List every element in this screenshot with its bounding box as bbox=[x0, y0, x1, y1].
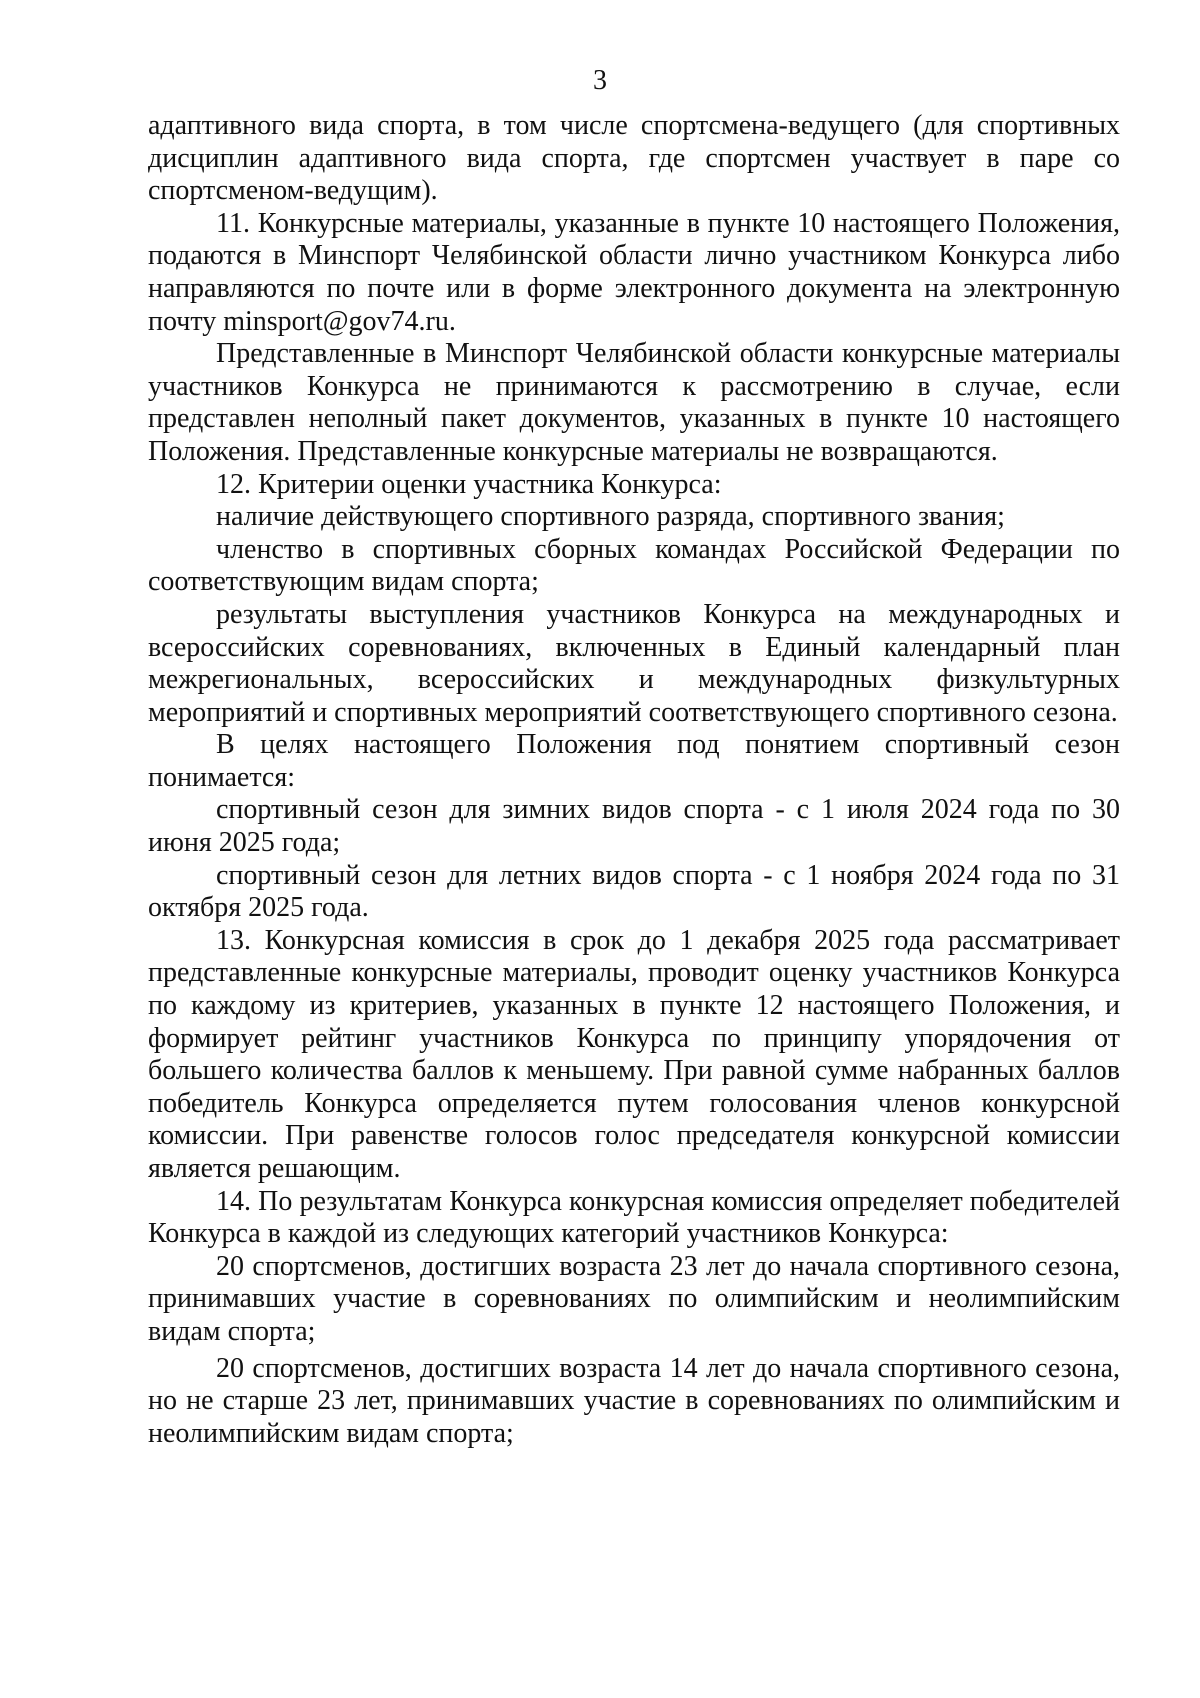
season-summer: спортивный сезон для летних видов спорта - с 1 ноября 2024 года по 31 октября 2025 года. bbox=[148, 859, 1120, 924]
document-body bbox=[148, 110, 1120, 1450]
criteria-item-team-membership: членство в спортивных сборных командах Российской Федерации по соответствующим видам спорта; bbox=[148, 533, 1120, 598]
season-winter: спортивный сезон для зимних видов спорта - с 1 июля 2024 года по 30 июня 2025 года; bbox=[148, 794, 1120, 859]
page-number: 3 bbox=[593, 65, 607, 96]
paragraph-season-definition: В целях настоящего Положения под понятием спортивный сезон понимается: bbox=[148, 729, 1120, 793]
paragraph-11-submission: 11. Конкурсные материалы, указанные в пункте 10 настоящего Положения, подаются в Минспорт Челябинской области лично участником Конкурса либо направляются по почте или в форме электронного документа на электронную почту minsport@gov74.ru. bbox=[148, 207, 1120, 337]
category-youth: 20 спортсменов, достигших возраста 14 лет до начала спортивного сезона, но не старше 23 лет, принимавших участие в соревнованиях по олимпийским и неолимпийским видам спорта; bbox=[148, 1352, 1120, 1449]
paragraph-athlete-guide: адаптивного вида спорта, в том числе спортсмена-ведущего (для спортивных дисциплин адаптивного вида спорта, где спортсмен участвует в паре со спортсменом-ведущим). bbox=[148, 110, 1120, 207]
paragraph-14-winners: 14. По результатам Конкурса конкурсная комиссия определяет победителей Конкурса в каждой из следующих категорий участников Конкурса: bbox=[148, 1185, 1120, 1250]
paragraph-12-criteria-heading: 12. Критерии оценки участника Конкурса: bbox=[216, 468, 722, 500]
paragraph-13-evaluation: 13. Конкурсная комиссия в срок до 1 декабря 2025 года рассматривает представленные конкурсные материалы, проводит оценку участников Конкурса по каждому из критериев, указанных в пункте 12 настоящего Положения, и формирует рейтинг участников Конкурса по принципу упорядочения от большего количества баллов к меньшему. При равной сумме набранных баллов победитель Конкурса определяется путем голосования членов конкурсной комиссии. При равенстве голосов голос председателя конкурсной комиссии является решающим. bbox=[148, 924, 1120, 1184]
criteria-item-rank: наличие действующего спортивного разряда, спортивного звания; bbox=[216, 501, 1005, 533]
category-adults: 20 спортсменов, достигших возраста 23 лет до начала спортивного сезона, принимавших участие в соревнованиях по олимпийским и неолимпийским видам спорта; bbox=[148, 1250, 1120, 1347]
paragraph-incomplete-materials: Представленные в Минспорт Челябинской области конкурсные материалы участников Конкурса не принимаются к рассмотрению в случае, если представлен неполный пакет документов, указанных в пункте 10 настоящего Положения. Представленные конкурсные материалы не возвращаются. bbox=[148, 338, 1120, 467]
criteria-item-results: результаты выступления участников Конкурса на международных и всероссийских соревнованиях, включенных в Единый календарный план межрегиональных, всероссийских и международных физкультурных мероприятий и спортивных мероприятий соответствующего спортивного сезона. bbox=[148, 598, 1120, 728]
